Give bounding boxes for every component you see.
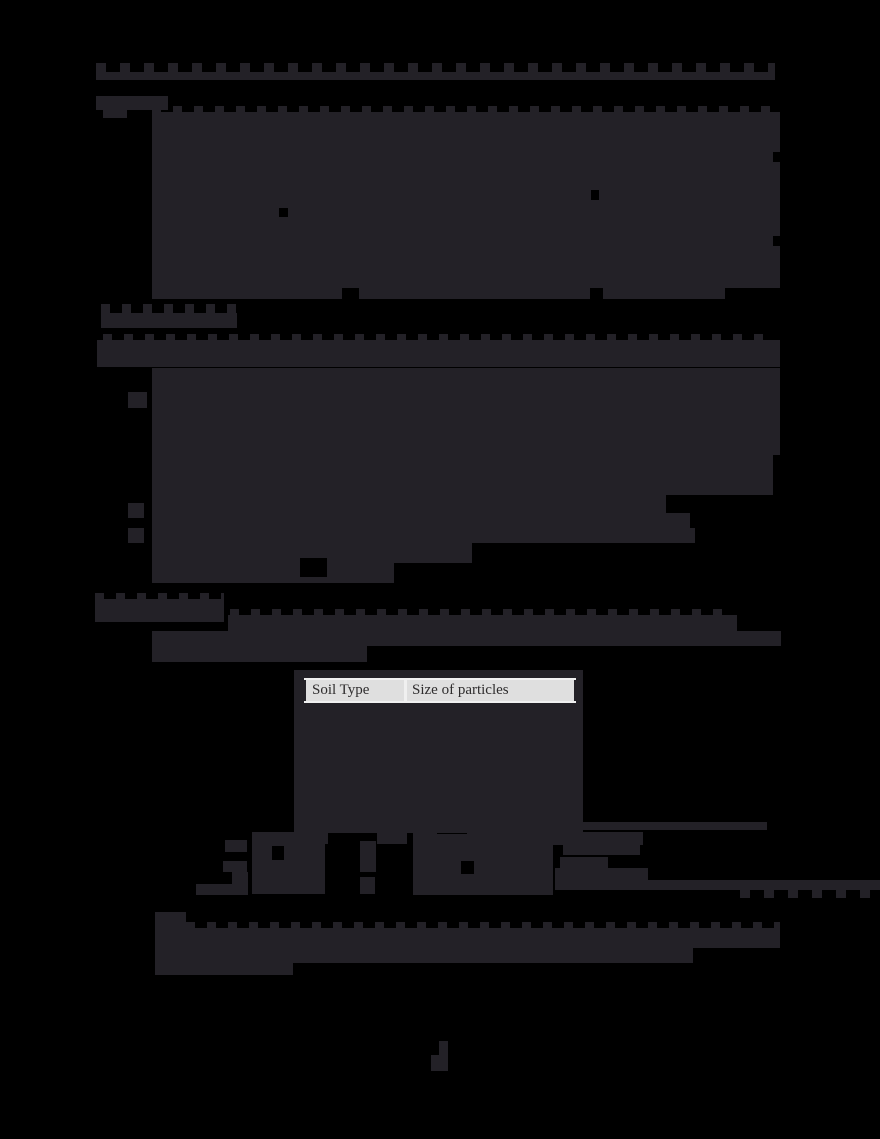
redacted-text-block (228, 615, 737, 631)
redacted-text-block (96, 72, 775, 80)
redacted-text-block (95, 599, 224, 622)
redacted-text-block (152, 563, 394, 583)
text-ascender-strip (186, 922, 780, 928)
redacted-text-block (152, 631, 781, 646)
redacted-text-block (155, 912, 186, 928)
redacted-text-block (377, 833, 407, 844)
redacted-text-block (155, 928, 780, 948)
text-ascender-strip (230, 609, 730, 615)
redacted-text-block (413, 826, 553, 895)
redacted-text-block (359, 288, 590, 299)
redacted-text-block (152, 495, 666, 513)
table-header-size-of-particles: Size of particles (412, 682, 509, 698)
table-column-divider (404, 680, 407, 701)
text-ascender-strip (103, 334, 763, 340)
text-gap-notch (591, 190, 599, 200)
text-gap-notch (279, 208, 288, 217)
redacted-text-block (563, 845, 640, 855)
text-ascender-strip (101, 304, 237, 313)
redacted-text-block (225, 840, 247, 852)
text-ascender-strip (152, 106, 780, 112)
text-gap-notch (300, 558, 327, 577)
redacted-text-block (97, 340, 780, 367)
redacted-text-block (152, 288, 342, 299)
redacted-text-block (603, 288, 725, 299)
redacted-text-block (152, 646, 367, 662)
redacted-text-block (155, 963, 293, 975)
redacted-text-block (152, 455, 773, 495)
particle-size-table (294, 670, 583, 833)
redacted-text-block (152, 513, 690, 528)
text-dash-strip (740, 890, 880, 898)
redacted-text-block (360, 841, 376, 872)
redacted-text-block (128, 528, 144, 543)
redacted-text-block (555, 868, 648, 880)
text-ascender-strip (95, 593, 224, 599)
text-dash-strip (96, 63, 775, 72)
redacted-text-block (360, 877, 375, 894)
redacted-text-block (583, 822, 767, 830)
redacted-text-block (252, 832, 325, 894)
text-gap-notch (431, 1041, 439, 1055)
table-border-bottom (304, 701, 576, 703)
redacted-text-block (152, 112, 780, 288)
text-gap-notch (272, 846, 284, 860)
redacted-text-block (128, 392, 147, 408)
redacted-text-block (103, 110, 127, 118)
text-gap-notch (773, 236, 780, 246)
redacted-text-block (223, 861, 247, 872)
redacted-text-block (155, 948, 693, 963)
text-gap-notch (773, 152, 780, 162)
redacted-text-block (101, 313, 237, 328)
table-header-soil-type: Soil Type (312, 682, 370, 698)
redacted-text-block (553, 832, 643, 845)
redacted-text-block (128, 503, 144, 518)
redacted-text-block (196, 884, 248, 895)
redacted-text-block (555, 880, 880, 890)
text-gap-notch (461, 861, 474, 874)
redacted-text-block (152, 368, 780, 455)
redacted-text-block (152, 528, 695, 543)
